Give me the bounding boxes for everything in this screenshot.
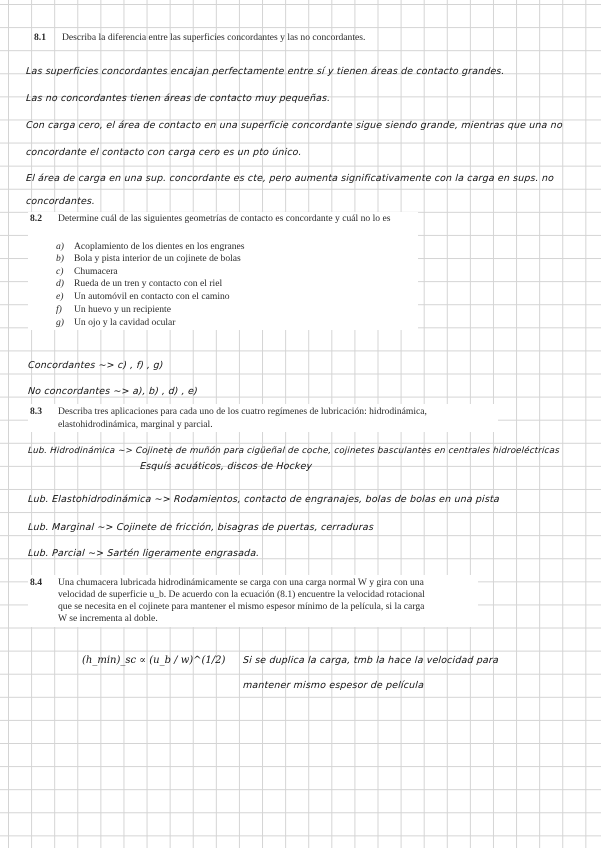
option-b: b) Bola y pista interior de un cojinete de bolas	[56, 253, 241, 264]
answer-8-2-no-concordantes: No concordantes ~> a), b) , d) , e)	[27, 386, 199, 397]
question-text-line-1: Una chumacera lubricada hidrodinámicamente se carga con una carga normal W y gira con una	[58, 577, 424, 588]
answer-8-3-hidrodinamica: Lub. Hidrodinámica ~> Cojinete de muñón para cigüeñal de coche, cojinetes basculantes en centrales hidroeléctricas	[27, 446, 560, 456]
answer-8-3-hidrodinamica-cont: Esquís acuáticos, discos de Hockey	[139, 461, 313, 472]
question-text-line-1: Describa tres aplicaciones para cada uno de los cuatro regímenes de lubricación: hidrodinámica,	[58, 406, 427, 417]
answer-8-1-line-1: Las superficies concordantes encajan perfectamente entre sí y tienen áreas de contacto grandes.	[25, 66, 506, 77]
question-8-4	[30, 577, 424, 589]
option-e: e) Un automóvil en contacto con el camino	[56, 291, 230, 302]
question-8-3	[30, 406, 427, 418]
question-8-4-line-2: velocidad de superficie u_b. De acuerdo con la ecuación (8.1) encuentre la velocidad rotacional	[58, 589, 425, 600]
answer-8-1-line-3: Con carga cero, el área de contacto en una superficie concordante sigue siendo grande, mientras que una no	[25, 120, 564, 131]
option-g: g) Un ojo y la cavidad ocular	[56, 317, 176, 328]
question-text: Describa la diferencia entre las superficies concordantes y las no concordantes.	[62, 32, 366, 43]
question-number: 8.4	[30, 577, 42, 588]
answer-8-1-line-2: Las no concordantes tienen áreas de contacto muy pequeñas.	[25, 93, 331, 104]
answer-8-1-line-5: El área de carga en una sup. concordante es cte, pero aumenta significativamente con la carga en sups. no	[25, 173, 555, 184]
question-number: 8.2	[30, 213, 42, 224]
question-8-1	[34, 32, 365, 44]
question-8-4-line-4: W se incrementa al doble.	[58, 613, 158, 624]
answer-8-4-line-1: Si se duplica la carga, tmb la hace la velocidad para	[242, 655, 500, 666]
answer-8-3-elastohidrodinamica: Lub. Elastohidrodinámica ~> Rodamientos, contacto de engranajes, bolas de bolas en una pista	[27, 494, 501, 505]
question-8-3-line-2: elastohidrodinámica, marginal y parcial.	[58, 419, 213, 430]
question-8-4-line-3: que se necesita en el cojinete para mantener el mismo espesor mínimo de la película, si la carga	[58, 601, 425, 612]
answer-8-4-formula: (h_min)_sc ∝ (u_b / w)^(1/2)	[82, 655, 226, 666]
answer-8-3-marginal: Lub. Marginal ~> Cojinete de fricción, bisagras de puertas, cerraduras	[27, 522, 375, 533]
answer-8-1-line-4: concordante el contacto con carga cero es un pto único.	[25, 147, 303, 158]
question-8-2	[30, 213, 390, 225]
answer-8-4-line-2: mantener mismo espesor de película	[242, 680, 425, 691]
option-d: d) Rueda de un tren y contacto con el riel	[56, 278, 223, 289]
option-c: c) Chumacera	[56, 266, 118, 277]
answer-8-2-concordantes: Concordantes ~> c) , f) , g)	[27, 360, 164, 371]
question-number: 8.3	[30, 406, 42, 417]
answer-8-3-parcial: Lub. Parcial ~> Sartén ligeramente engrasada.	[27, 548, 260, 559]
question-number: 8.1	[34, 32, 46, 43]
option-f: f) Un huevo y un recipiente	[56, 304, 171, 315]
option-a: a) Acoplamiento de los dientes en los engranes	[56, 241, 245, 252]
question-text: Determine cuál de las siguientes geometrías de contacto es concordante y cuál no lo es	[58, 213, 391, 224]
answer-8-1-line-6: concordantes.	[25, 196, 96, 207]
